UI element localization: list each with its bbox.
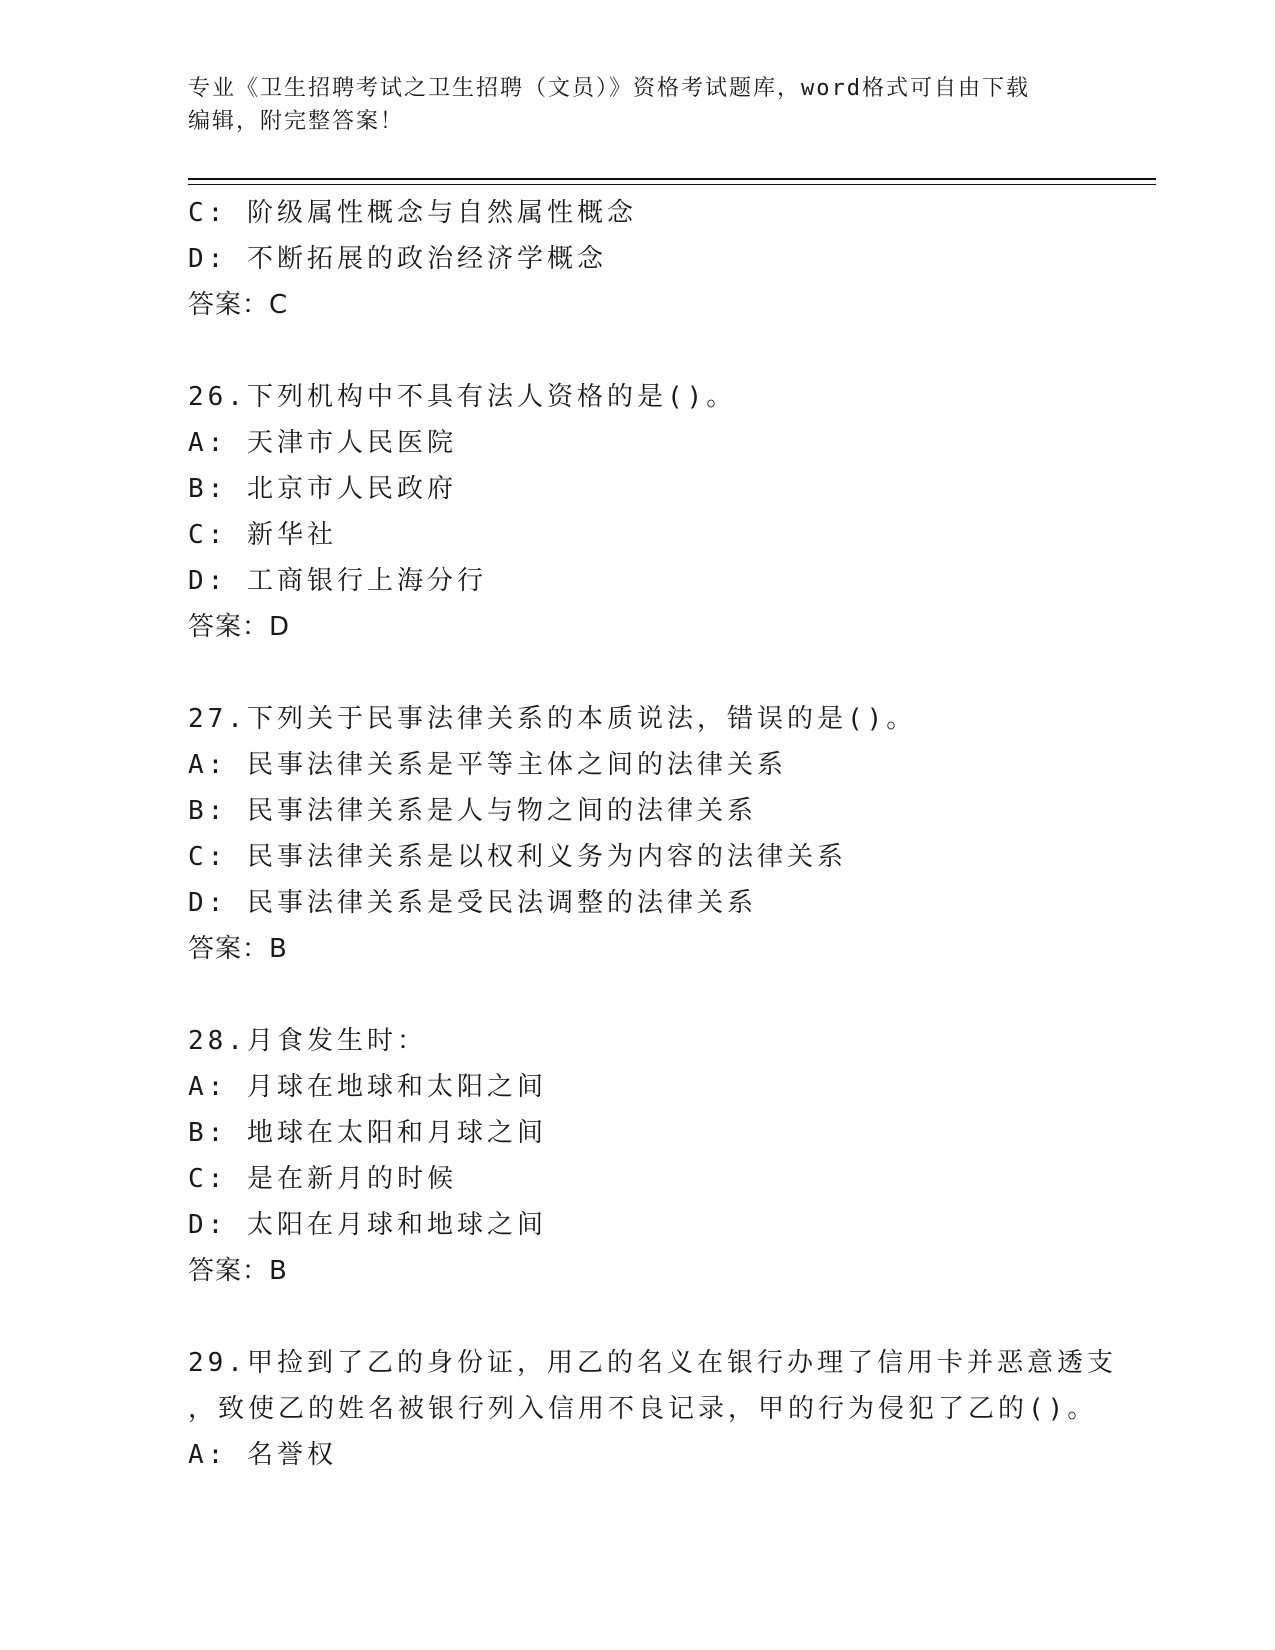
option-b: B: 北京市人民政府	[188, 474, 457, 504]
answer: 答案：C	[188, 290, 289, 320]
option-d: D: 民事法律关系是受民法调整的法律关系	[188, 888, 757, 918]
question-content	[188, 190, 1148, 1478]
option-b: B: 地球在太阳和月球之间	[188, 1118, 547, 1148]
question-stem: 28.月食发生时：	[188, 1026, 427, 1056]
answer: 答案：B	[188, 1256, 288, 1286]
header-rule-thin	[188, 184, 1156, 185]
header-rule-thick	[188, 178, 1156, 180]
option-a: A: 名誉权	[188, 1440, 337, 1470]
spacer	[188, 1294, 1148, 1340]
option-c: C: 是在新月的时候	[188, 1164, 457, 1194]
option-d: D: 太阳在月球和地球之间	[188, 1210, 547, 1240]
header-line-1: 专业《卫生招聘考试之卫生招聘（文员）》资格考试题库，word格式可自由下载	[188, 76, 1030, 101]
option-c: C: 阶级属性概念与自然属性概念	[188, 198, 637, 228]
question-stem-line-1: 29.甲捡到了乙的身份证，用乙的名义在银行办理了信用卡并恶意透支	[188, 1348, 1117, 1378]
question-stem-line-2: ，致使乙的姓名被银行列入信用不良记录，甲的行为侵犯了乙的()。	[188, 1394, 1098, 1424]
option-a: A: 月球在地球和太阳之间	[188, 1072, 547, 1102]
question-stem: 27.下列关于民事法律关系的本质说法，错误的是()。	[188, 704, 917, 734]
option-c: C: 民事法律关系是以权利义务为内容的法律关系	[188, 842, 847, 872]
spacer	[188, 328, 1148, 374]
question-stem: 26.下列机构中不具有法人资格的是()。	[188, 382, 737, 412]
option-a: A: 民事法律关系是平等主体之间的法律关系	[188, 750, 787, 780]
answer: 答案：D	[188, 612, 291, 642]
option-d: D: 工商银行上海分行	[188, 566, 487, 596]
option-d: D: 不断拓展的政治经济学概念	[188, 244, 607, 274]
question-25-continued	[188, 190, 1148, 328]
question-28	[188, 1018, 1148, 1294]
question-27	[188, 696, 1148, 972]
spacer	[188, 650, 1148, 696]
option-c: C: 新华社	[188, 520, 337, 550]
document-header	[188, 72, 1088, 138]
option-a: A: 天津市人民医院	[188, 428, 457, 458]
option-b: B: 民事法律关系是人与物之间的法律关系	[188, 796, 757, 826]
question-26	[188, 374, 1148, 650]
answer: 答案：B	[188, 934, 288, 964]
header-line-2: 编辑，附完整答案！	[188, 109, 405, 134]
question-29	[188, 1340, 1148, 1478]
spacer	[188, 972, 1148, 1018]
